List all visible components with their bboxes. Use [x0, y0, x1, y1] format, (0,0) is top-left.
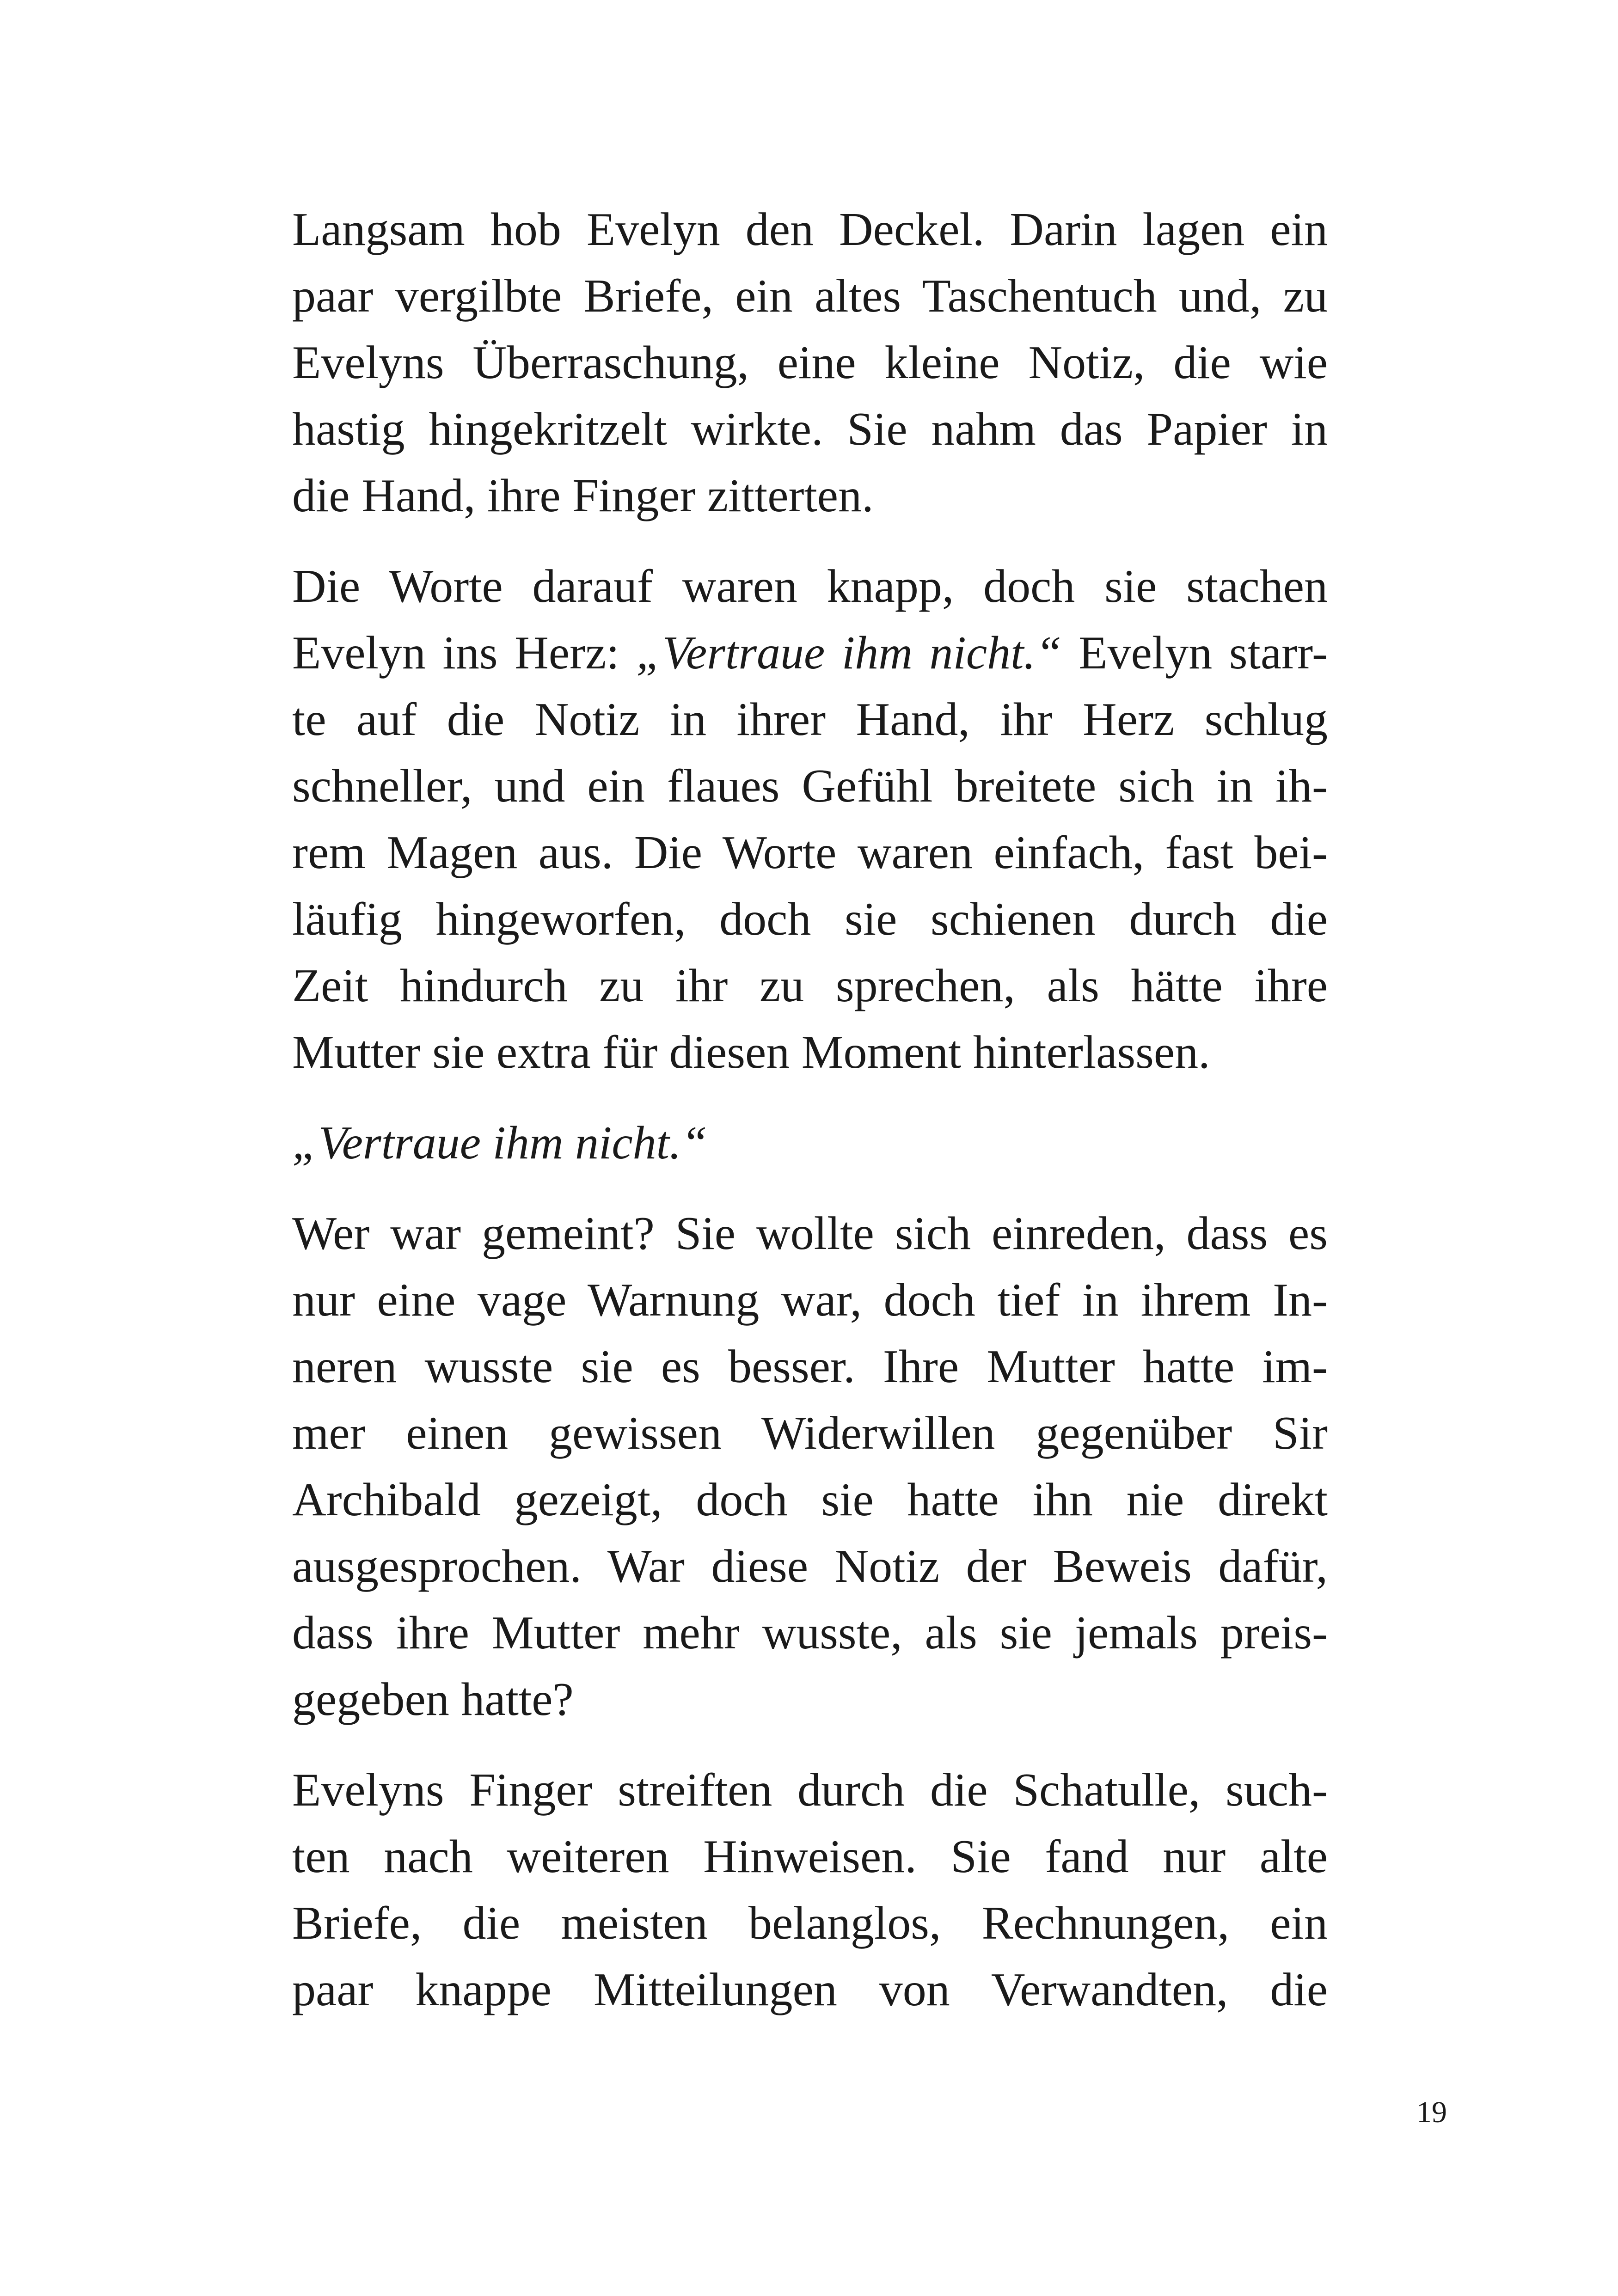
- text-segment: läufig hingeworfen, doch sie schienen durch die: [292, 893, 1328, 945]
- text-line: [292, 553, 1328, 620]
- text-line: [292, 1890, 1328, 1957]
- text-segment: ausgesprochen. War diese Notiz der Beweis dafür,: [292, 1540, 1328, 1592]
- text-segment: gegeben hatte?: [292, 1673, 574, 1726]
- paragraph: [292, 553, 1328, 1086]
- text-segment: te auf die Notiz in ihrer Hand, ihr Herz schlug: [292, 693, 1328, 746]
- text-line: [292, 620, 1328, 686]
- paragraph: [292, 196, 1328, 529]
- text-segment: Evelyns Finger streiften durch die Schatulle, such-: [292, 1764, 1328, 1816]
- text-line: [292, 886, 1328, 953]
- text-line: [292, 820, 1328, 886]
- body-text: [292, 196, 1328, 2047]
- text-segment: schneller, und ein flaues Gefühl breitete sich in ih-: [292, 760, 1328, 812]
- italic-quote: „Vertraue ihm nicht.“: [292, 1117, 708, 1169]
- text-line: [292, 1200, 1328, 1267]
- text-segment: Evelyn starr-: [1061, 627, 1328, 679]
- text-segment: Evelyn ins Herz:: [292, 627, 637, 679]
- text-line: [292, 196, 1328, 263]
- paragraph: [292, 1110, 1328, 1176]
- text-line: [292, 1400, 1328, 1467]
- text-line: [292, 686, 1328, 753]
- paragraph: [292, 1200, 1328, 1733]
- text-line: [292, 1600, 1328, 1666]
- text-line: [292, 1334, 1328, 1400]
- text-line: [292, 1267, 1328, 1334]
- text-line: [292, 1957, 1328, 2023]
- text-line: [292, 1533, 1328, 1600]
- text-segment: ten nach weiteren Hinweisen. Sie fand nur alte: [292, 1831, 1328, 1883]
- paragraph: [292, 1757, 1328, 2023]
- text-line: [292, 463, 1328, 529]
- text-segment: die Hand, ihre Finger zitterten.: [292, 470, 874, 522]
- text-segment: paar knappe Mitteilungen von Verwandten, die: [292, 1964, 1328, 2016]
- text-segment: Wer war gemeint? Sie wollte sich einreden, dass es: [292, 1207, 1328, 1260]
- text-line: [292, 330, 1328, 396]
- text-line: [292, 263, 1328, 330]
- text-line: [292, 1019, 1328, 1086]
- text-segment: rem Magen aus. Die Worte waren einfach, fast bei-: [292, 827, 1328, 879]
- text-line: [292, 1467, 1328, 1533]
- text-segment: paar vergilbte Briefe, ein altes Taschentuch und, zu: [292, 270, 1328, 322]
- text-segment: dass ihre Mutter mehr wusste, als sie jemals preis-: [292, 1607, 1328, 1659]
- text-segment: Langsam hob Evelyn den Deckel. Darin lagen ein: [292, 203, 1328, 256]
- text-segment: Die Worte darauf waren knapp, doch sie stachen: [292, 560, 1328, 612]
- text-segment: mer einen gewissen Widerwillen gegenüber Sir: [292, 1407, 1328, 1459]
- text-segment: hastig hingekritzelt wirkte. Sie nahm das Papier in: [292, 403, 1328, 455]
- text-segment: Mutter sie extra für diesen Moment hinterlassen.: [292, 1026, 1210, 1078]
- text-segment: Briefe, die meisten belanglos, Rechnungen, ein: [292, 1897, 1328, 1949]
- text-line: [292, 753, 1328, 820]
- text-line: [292, 1110, 1328, 1176]
- italic-quote: „Vertraue ihm nicht.“: [636, 627, 1062, 679]
- text-segment: Zeit hindurch zu ihr zu sprechen, als hätte ihre: [292, 960, 1328, 1012]
- text-segment: nur eine vage Warnung war, doch tief in ihrem In-: [292, 1274, 1328, 1326]
- text-line: [292, 1666, 1328, 1733]
- text-segment: Archibald gezeigt, doch sie hatte ihn nie direkt: [292, 1474, 1328, 1526]
- text-line: [292, 1824, 1328, 1890]
- text-segment: neren wusste sie es besser. Ihre Mutter hatte im-: [292, 1341, 1328, 1393]
- text-segment: Evelyns Überraschung, eine kleine Notiz, die wie: [292, 337, 1328, 389]
- text-line: [292, 953, 1328, 1019]
- text-line: [292, 1757, 1328, 1824]
- text-line: [292, 396, 1328, 463]
- page-number: 19: [1416, 2095, 1447, 2129]
